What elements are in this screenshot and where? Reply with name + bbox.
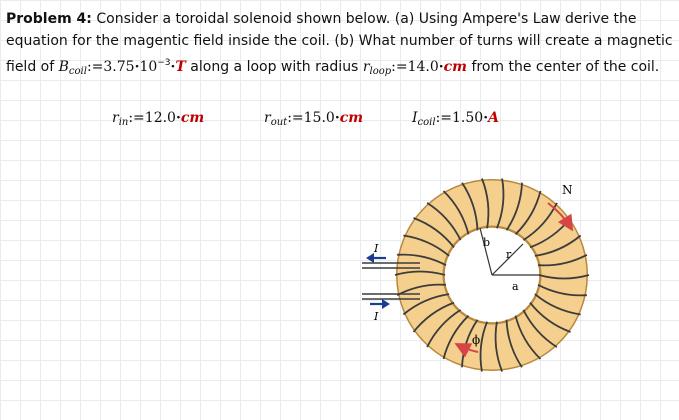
- i-coil-value: 1.50: [452, 110, 484, 126]
- current-arrow-out: [370, 299, 390, 309]
- i-coil-assign: :=: [435, 110, 453, 126]
- problem-statement: [6, 8, 674, 83]
- r-in-dot: ·: [175, 110, 181, 126]
- label-b: b: [483, 236, 491, 249]
- b-unit: T: [175, 59, 186, 75]
- i-coil-definition: [412, 110, 499, 128]
- r-in-sub: in: [118, 117, 129, 128]
- r-loop-assign: :=: [391, 59, 408, 75]
- r-in-var: r: [112, 110, 119, 126]
- r-loop-sub: loop: [369, 66, 392, 77]
- b-mantissa: 3.75: [103, 59, 135, 75]
- b-base: 10: [139, 59, 158, 75]
- b-coil-expression: [59, 59, 186, 75]
- r-loop-expression: [363, 59, 467, 75]
- b-sub: coil: [68, 66, 87, 77]
- b-unit-dot: ·: [170, 59, 176, 75]
- toroid-figure: [356, 172, 616, 412]
- r-out-unit: cm: [339, 110, 364, 126]
- r-loop-unit-dot: ·: [438, 59, 444, 75]
- i-coil-sub: coil: [417, 117, 436, 128]
- problem-heading: Problem 4:: [6, 11, 92, 27]
- r-loop-value: 14.0: [407, 59, 439, 75]
- r-loop-unit: cm: [443, 59, 467, 75]
- problem-intro: Consider a toroidal solenoid shown below. (a) Using Ampere's Law derive the equation for the magentic field inside the coil. (b) What number of turns will create a magnetic field of: [6, 11, 673, 75]
- b-var: B: [58, 59, 69, 75]
- b-exponent: −3: [157, 58, 171, 68]
- i-coil-var: I: [412, 110, 418, 126]
- r-in-value: 12.0: [144, 110, 176, 126]
- r-out-sub: out: [270, 117, 288, 128]
- r-in-definition: [112, 110, 204, 128]
- r-in-unit: cm: [180, 110, 205, 126]
- r-out-dot: ·: [334, 110, 340, 126]
- i-coil-unit: A: [488, 110, 499, 126]
- label-a: a: [512, 280, 519, 293]
- r-out-value: 15.0: [303, 110, 335, 126]
- label-current-top: I: [374, 242, 379, 255]
- label-r: r: [506, 248, 512, 261]
- label-phi: ϕ: [472, 333, 481, 347]
- i-coil-dot: ·: [483, 110, 489, 126]
- label-current-bottom: I: [374, 310, 379, 323]
- r-out-definition: [264, 110, 363, 128]
- label-n: N: [562, 183, 573, 197]
- b-times: ·: [134, 59, 140, 75]
- r-in-assign: :=: [128, 110, 145, 126]
- r-out-assign: :=: [287, 110, 304, 126]
- b-assign: :=: [86, 59, 104, 75]
- r-loop-var: r: [362, 59, 370, 75]
- problem-end: from the center of the coil.: [467, 59, 660, 75]
- r-out-var: r: [264, 110, 271, 126]
- problem-mid: along a loop with radius: [185, 59, 363, 75]
